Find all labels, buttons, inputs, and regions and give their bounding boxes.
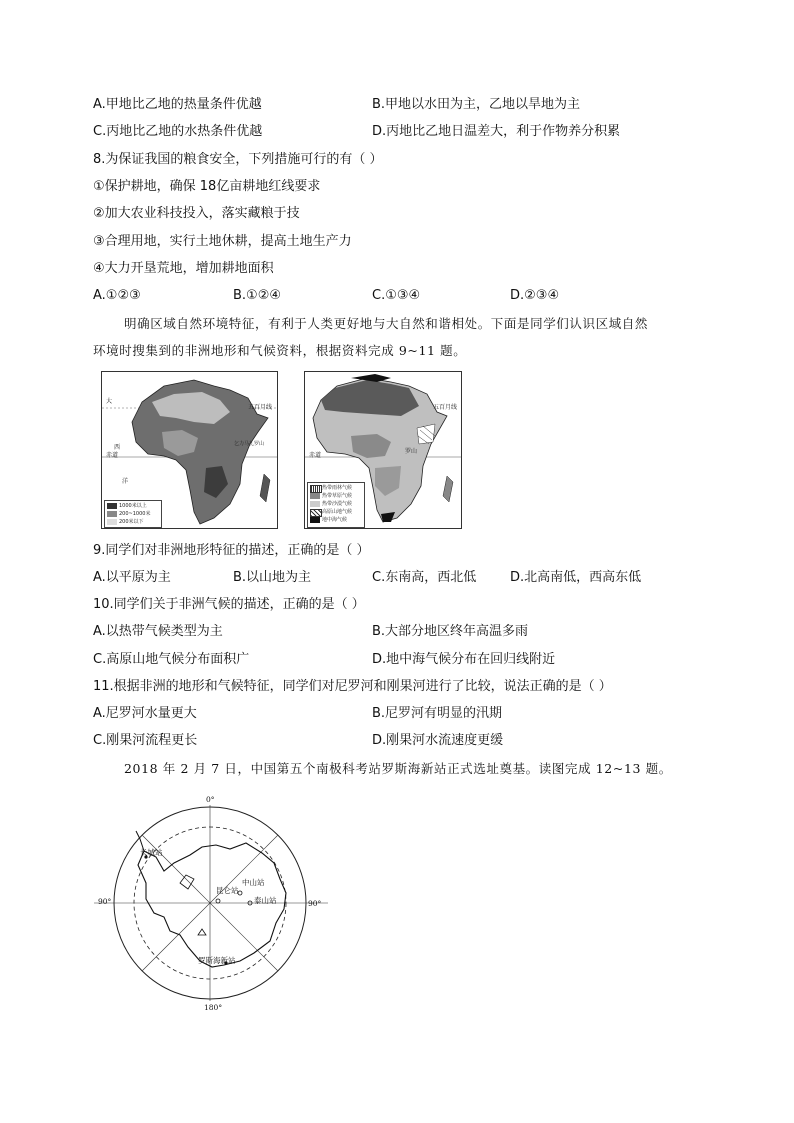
q10-option-b: B.大部分地区终年高温多雨 xyxy=(372,624,529,639)
africa-intro-line1: 明确区域自然环境特征，有利于人类更好地与大自然和谐相处。下面是同学们认识区域自然 xyxy=(124,316,649,331)
q10-stem: 10.同学们关于非洲气候的描述，正确的是（ ） xyxy=(93,597,365,612)
terrain-label-yang: 洋 xyxy=(122,478,129,485)
africa-climate-map xyxy=(304,371,462,529)
legend-high: 1000米以上 xyxy=(119,503,147,509)
station-rosshai: 罗斯海新站 xyxy=(198,956,236,965)
climate-legend xyxy=(307,482,365,528)
q9-option-b: B.以山地为主 xyxy=(233,570,312,585)
q8-item-1: ①保护耕地，确保 18亿亩耕地红线要求 xyxy=(93,179,321,194)
q11-option-b: B.尼罗河有明显的汛期 xyxy=(372,706,503,721)
terrain-legend xyxy=(104,500,162,528)
q8-item-3: ③合理用地，实行土地休耕，提高土地生产力 xyxy=(93,234,352,249)
q7-option-d: D.丙地比乙地日温差大，利于作物养分积累 xyxy=(372,124,621,139)
q10-option-d: D.地中海气候分布在回归线附近 xyxy=(372,652,556,667)
legend-swatch-rainforest xyxy=(310,485,322,493)
q9-option-c: C.东南高，西北低 xyxy=(372,570,477,585)
q11-option-a: A.尼罗河水量更大 xyxy=(93,706,197,721)
q9-option-a: A.以平原为主 xyxy=(93,570,171,585)
deg-top: 0° xyxy=(206,795,215,804)
q8-item-4: ④大力开垦荒地，增加耕地面积 xyxy=(93,261,274,276)
deg-right: 90° xyxy=(308,899,322,908)
climate-label-yindu: 五百月线 xyxy=(433,404,458,411)
q10-option-c: C.高原山地气候分布面积广 xyxy=(93,652,250,667)
q10-option-a: A.以热带气候类型为主 xyxy=(93,624,223,639)
climate-label-equator: 赤道 xyxy=(309,452,322,459)
terrain-label-yindu: 五百月线 xyxy=(248,404,273,411)
station-taishan: 泰山站 xyxy=(254,896,277,905)
legend-mediterranean: 地中海气候 xyxy=(322,517,348,523)
q7-option-a: A.甲地比乙地的热量条件优越 xyxy=(93,97,262,112)
africa-terrain-map xyxy=(101,371,278,529)
q11-stem: 11.根据非洲的地形和气候特征，同学们对尼罗河和刚果河进行了比较，说法正确的是（ ） xyxy=(93,679,612,694)
legend-swatch-mid xyxy=(107,511,117,517)
station-zhongshan: 中山站 xyxy=(242,878,265,887)
q8-option-c: C.①③④ xyxy=(372,288,421,303)
q11-option-c: C.刚果河流程更长 xyxy=(93,733,198,748)
terrain-label-xi: 西 xyxy=(114,444,121,451)
q7-option-b: B.甲地以水田为主，乙地以旱地为主 xyxy=(372,97,581,112)
legend-highland: 高原山地气候 xyxy=(322,509,353,515)
q9-option-d: D.北高南低，西高东低 xyxy=(510,570,642,585)
legend-rainforest: 热带雨林气候 xyxy=(322,485,353,491)
climate-label-mountain: 罗山 xyxy=(405,448,418,455)
q8-option-a: A.①②③ xyxy=(93,288,141,303)
deg-left: 90° xyxy=(98,897,112,906)
legend-swatch-low xyxy=(107,519,117,525)
terrain-label-da: 大 xyxy=(106,398,113,405)
antarctica-shape xyxy=(90,795,330,1015)
legend-desert: 热带沙漠气候 xyxy=(322,501,353,507)
q11-option-d: D.刚果河水流速度更缓 xyxy=(372,733,504,748)
terrain-label-hill: 乞力马扎罗山 xyxy=(234,441,265,447)
legend-swatch-desert xyxy=(310,501,320,507)
q8-option-b: B.①②④ xyxy=(233,288,282,303)
q9-stem: 9.同学们对非洲地形特征的描述，正确的是（ ） xyxy=(93,543,370,558)
station-kunlun: 昆仑站 xyxy=(216,886,239,895)
antarctica-map xyxy=(90,795,330,1015)
legend-savanna: 热带草原气候 xyxy=(322,493,353,499)
legend-low: 200米以下 xyxy=(119,519,144,525)
legend-swatch-highland xyxy=(310,509,322,517)
legend-swatch-mediterranean xyxy=(310,517,320,523)
q8-option-d: D.②③④ xyxy=(510,288,560,303)
q8-stem: 8.为保证我国的粮食安全，下列措施可行的有（ ） xyxy=(93,152,383,167)
legend-swatch-high xyxy=(107,503,117,509)
q7-option-c: C.丙地比乙地的水热条件优越 xyxy=(93,124,263,139)
station-changcheng: 长城站 xyxy=(140,848,163,857)
antarctica-intro: 2018 年 2 月 7 日，中国第五个南极科考站罗斯海新站正式选址奠基。读图完成 12~13 题。 xyxy=(124,761,672,776)
terrain-label-equator: 赤道 xyxy=(106,452,119,459)
q8-item-2: ②加大农业科技投入，落实藏粮于技 xyxy=(93,206,300,221)
legend-mid: 200~1000米 xyxy=(119,511,151,517)
deg-bottom: 180° xyxy=(204,1003,223,1012)
africa-intro-line2: 环境时搜集到的非洲地形和气候资料，根据资料完成 9~11 题。 xyxy=(93,343,467,358)
legend-swatch-savanna xyxy=(310,493,320,499)
